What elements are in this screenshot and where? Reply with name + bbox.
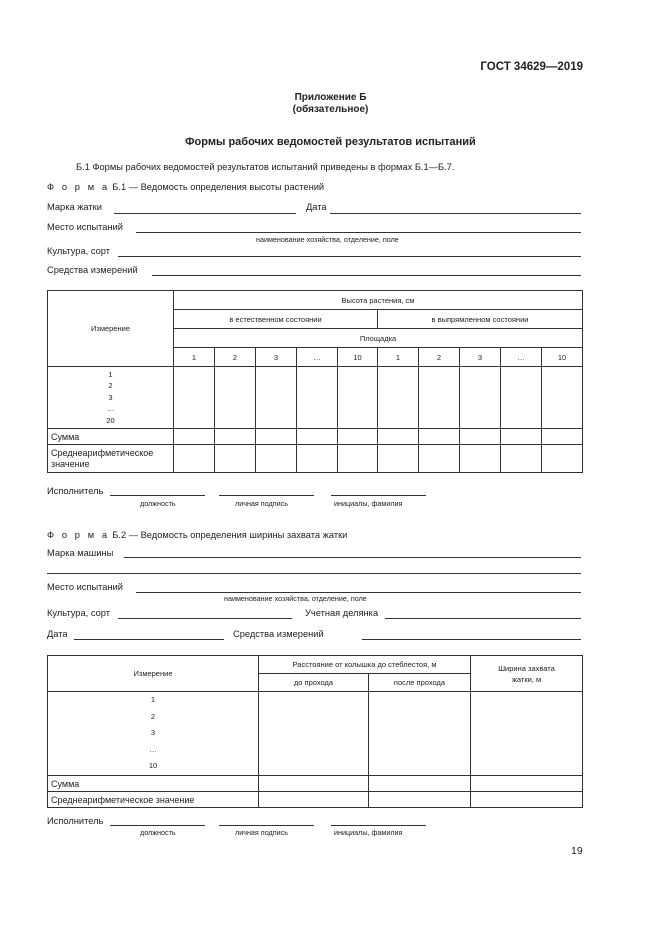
form1-tools-label: Средства измерений <box>47 265 138 275</box>
table-cell[interactable] <box>174 429 215 445</box>
table-cell[interactable] <box>542 445 583 473</box>
intro-text: Б.1 Формы рабочих ведомостей результатов испытаний приведены в формах Б.1—Б.7. <box>76 162 455 172</box>
table-cell[interactable] <box>542 429 583 445</box>
form2-place-field[interactable] <box>136 592 581 593</box>
form1-straightened-header: в выпрямленном состоянии <box>378 310 583 329</box>
form1-place-field[interactable] <box>136 232 581 233</box>
form2-table <box>47 655 583 808</box>
appendix-title: Приложение Б <box>294 92 367 103</box>
form2-tools-label: Средства измерений <box>233 629 324 639</box>
form2-place-hint: наименование хозяйства, отделение, поле <box>224 594 367 603</box>
table-cell[interactable] <box>297 367 338 429</box>
form1-plot-col: … <box>501 348 542 367</box>
form2-after-header: после прохода <box>369 674 471 692</box>
form2-date-label: Дата <box>47 629 68 639</box>
list-item: … <box>149 744 157 754</box>
table-cell[interactable] <box>419 445 460 473</box>
form1-label: Ф о р м а Б.1 — Ведомость определения высоты растений <box>47 182 325 192</box>
form1-culture-field[interactable] <box>118 256 581 257</box>
table-cell[interactable] <box>471 792 583 808</box>
table-cell[interactable] <box>338 367 378 429</box>
form2-machine-field[interactable] <box>124 557 581 558</box>
form1-measurement-list <box>48 367 174 429</box>
table-cell[interactable] <box>460 367 501 429</box>
table-cell[interactable] <box>501 429 542 445</box>
form2-sum-label: Сумма <box>48 776 259 792</box>
list-item: 2 <box>150 711 156 721</box>
form1-executor-label: Исполнитель <box>47 486 104 496</box>
form2-machine-label: Марка машины <box>47 548 114 558</box>
table-cell[interactable] <box>338 429 378 445</box>
form1-name-hint: инициалы, фамилия <box>334 499 403 508</box>
list-item: 3 <box>150 728 156 738</box>
list-item: 20 <box>106 415 115 425</box>
form1-sign-hint: личная подпись <box>235 499 288 508</box>
form1-plot-col: 10 <box>542 348 583 367</box>
table-cell[interactable] <box>378 367 419 429</box>
list-item: 1 <box>150 695 156 705</box>
form2-sign-hint: личная подпись <box>235 828 288 837</box>
table-cell[interactable] <box>369 776 471 792</box>
form1-plot-col: 1 <box>174 348 215 367</box>
form1-natural-header: в естественном состоянии <box>174 310 378 329</box>
form2-place-label: Место испытаний <box>47 582 123 592</box>
list-item: 2 <box>108 381 113 391</box>
form1-tools-field[interactable] <box>152 275 581 276</box>
table-cell[interactable] <box>259 692 369 776</box>
table-cell[interactable] <box>297 445 338 473</box>
table-cell[interactable] <box>338 445 378 473</box>
form2-name-field[interactable] <box>331 825 426 826</box>
table-cell[interactable] <box>460 445 501 473</box>
form2-plot-field[interactable] <box>385 618 581 619</box>
form1-position-field[interactable] <box>110 495 205 496</box>
form1-place-label: Место испытаний <box>47 222 123 232</box>
form1-plot-col: 1 <box>378 348 419 367</box>
table-cell[interactable] <box>297 429 338 445</box>
form1-sum-label: Сумма <box>48 429 174 445</box>
form2-name-hint: инициалы, фамилия <box>334 828 403 837</box>
table-cell[interactable] <box>174 445 215 473</box>
appendix-status: (обязательное) <box>292 104 369 115</box>
form2-tools-field[interactable] <box>362 639 581 640</box>
table-cell[interactable] <box>215 445 256 473</box>
form1-name-field[interactable] <box>331 495 426 496</box>
form1-plot-col: … <box>297 348 338 367</box>
document-code: ГОСТ 34629—2019 <box>480 61 583 73</box>
form1-plot-col: 10 <box>338 348 378 367</box>
table-cell[interactable] <box>256 429 297 445</box>
form1-plot-header: Площадка <box>174 329 583 348</box>
table-cell[interactable] <box>460 429 501 445</box>
form2-machine-field-extra[interactable] <box>47 573 581 574</box>
form2-culture-field[interactable] <box>118 618 292 619</box>
form1-plot-col: 3 <box>256 348 297 367</box>
table-cell[interactable] <box>419 367 460 429</box>
table-cell[interactable] <box>471 692 583 776</box>
table-cell[interactable] <box>369 792 471 808</box>
form1-plot-col: 2 <box>419 348 460 367</box>
form2-before-header: до прохода <box>259 674 369 692</box>
form2-date-field[interactable] <box>74 639 224 640</box>
table-cell[interactable] <box>215 429 256 445</box>
table-cell[interactable] <box>501 445 542 473</box>
form1-mark-label: Марка жатки <box>47 202 102 212</box>
table-cell[interactable] <box>174 367 215 429</box>
table-cell[interactable] <box>256 445 297 473</box>
form2-distance-header: Расстояние от колышка до стеблестоя, м <box>259 656 471 674</box>
table-cell[interactable] <box>542 367 583 429</box>
form1-culture-label: Культура, сорт <box>47 246 110 256</box>
list-item: … <box>106 404 115 414</box>
form2-culture-label: Культура, сорт <box>47 608 110 618</box>
form1-place-hint: наименование хозяйства, отделение, поле <box>256 235 399 244</box>
form1-plot-col: 2 <box>215 348 256 367</box>
form1-table <box>47 290 583 473</box>
list-item: 10 <box>148 761 158 771</box>
form1-height-header: Высота растения, см <box>174 291 583 310</box>
table-cell[interactable] <box>259 792 369 808</box>
form1-sign-field[interactable] <box>219 495 314 496</box>
form2-executor-label: Исполнитель <box>47 816 104 826</box>
page-number: 19 <box>571 845 583 857</box>
table-cell[interactable] <box>215 367 256 429</box>
table-cell[interactable] <box>471 776 583 792</box>
form2-col-measure: Измерение <box>48 656 259 692</box>
list-item: 1 <box>108 369 113 379</box>
table-cell[interactable] <box>378 445 419 473</box>
form2-mean-label: Среднеарифметическое значение <box>48 792 259 808</box>
form2-label: Ф о р м а Б.2 — Ведомость определения ширины захвата жатки <box>47 530 348 540</box>
table-cell[interactable] <box>369 692 471 776</box>
list-item: 3 <box>108 392 113 402</box>
form2-sign-field[interactable] <box>219 825 314 826</box>
form2-width-header: Ширина захвата жатки, м <box>471 656 583 692</box>
form1-col-measure: Измерение <box>48 291 174 367</box>
form2-measurement-list <box>48 692 259 776</box>
table-cell[interactable] <box>419 429 460 445</box>
form2-position-hint: должность <box>140 828 176 837</box>
form2-plot-label: Учетная делянка <box>305 608 379 618</box>
form1-mean-label: Среднеарифметическое значение <box>48 445 174 473</box>
form1-date-label: Дата <box>306 202 327 212</box>
form1-date-field[interactable] <box>330 213 581 214</box>
table-cell[interactable] <box>256 367 297 429</box>
form1-mark-field[interactable] <box>114 213 296 214</box>
section-title: Формы рабочих ведомостей результатов испытаний <box>185 136 476 148</box>
form1-position-hint: должность <box>140 499 176 508</box>
form1-plot-col: 3 <box>460 348 501 367</box>
table-cell[interactable] <box>501 367 542 429</box>
table-cell[interactable] <box>259 776 369 792</box>
table-cell[interactable] <box>378 429 419 445</box>
form2-position-field[interactable] <box>110 825 205 826</box>
